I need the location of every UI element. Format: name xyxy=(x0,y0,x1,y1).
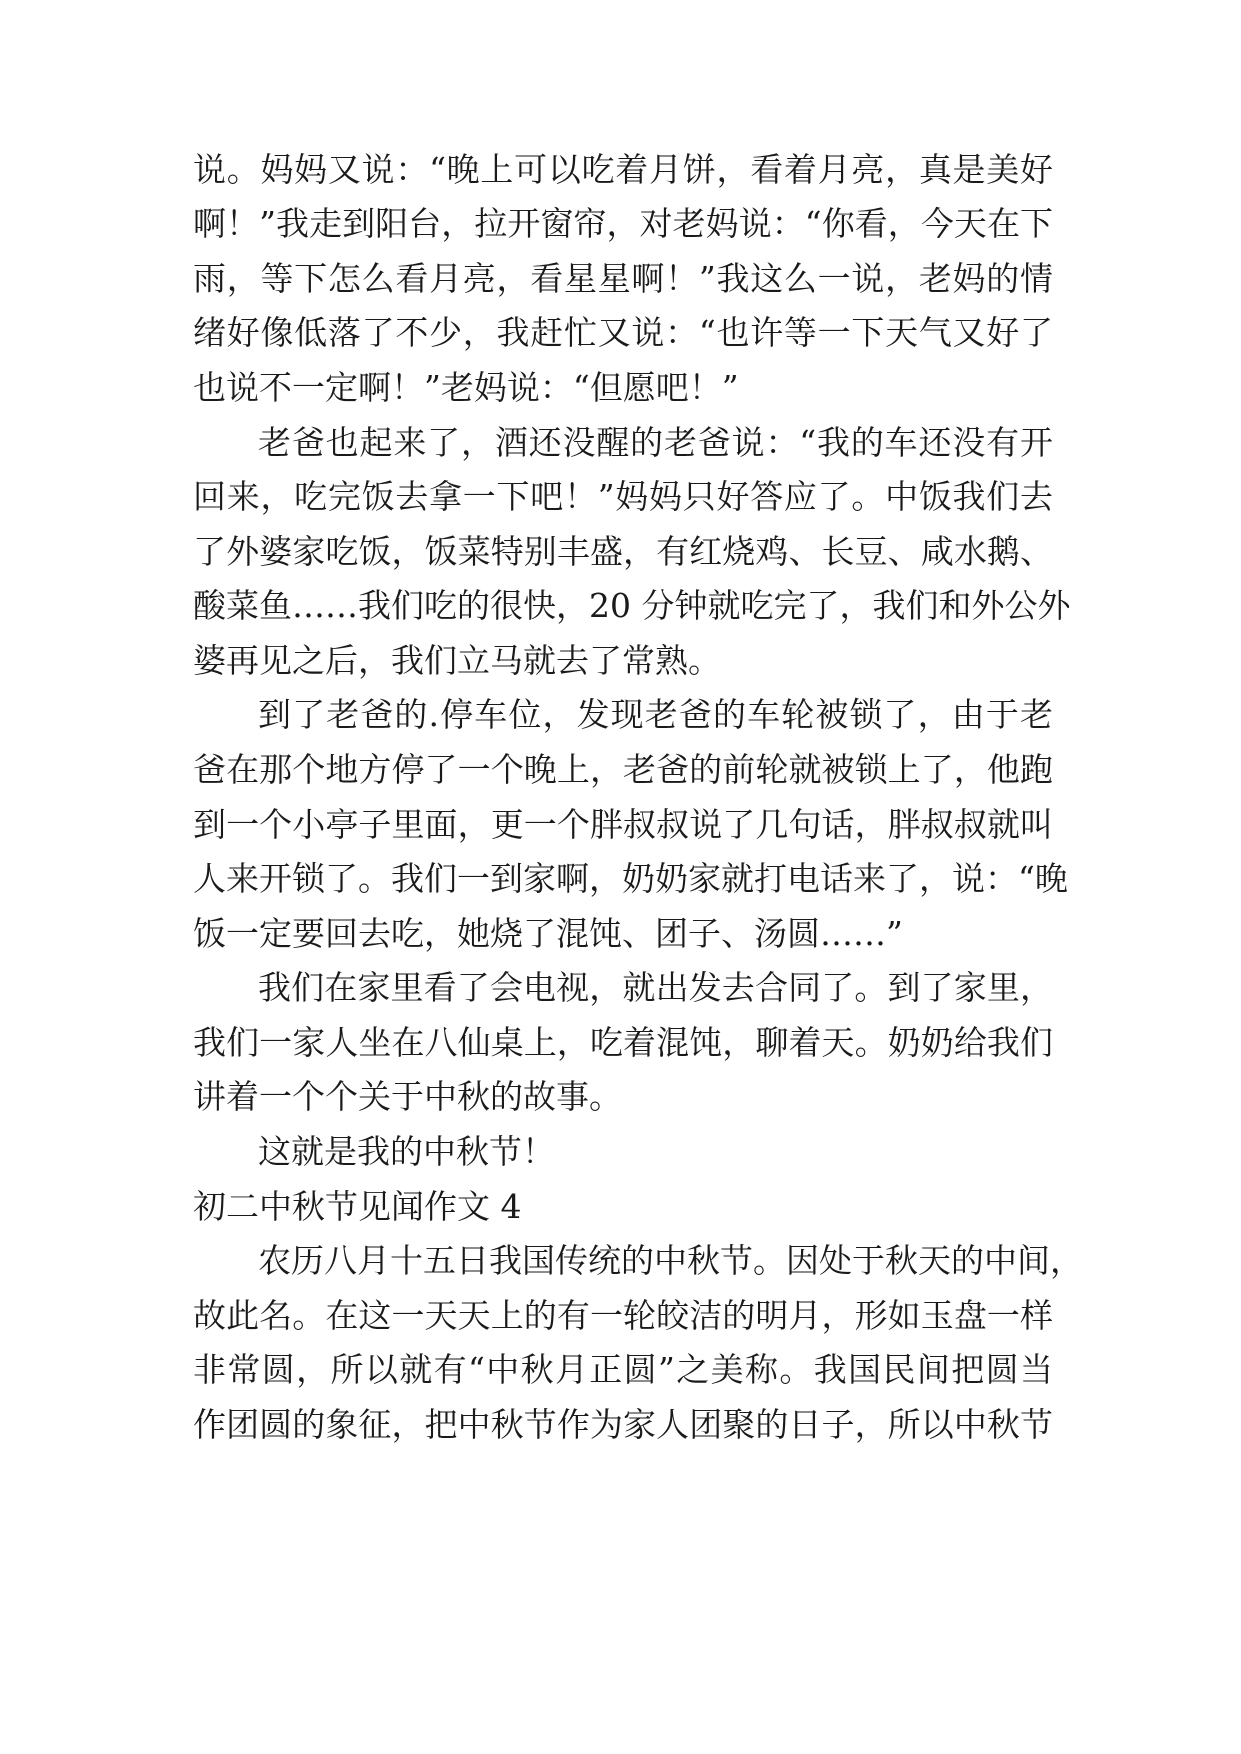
text-line: 说。妈妈又说：“晚上可以吃着月饼，看着月亮，真是美好 xyxy=(193,150,1053,189)
paragraph-first-line: 我们在家里看了会电视，就出发去合同了。到了家里， xyxy=(258,968,1053,1007)
paragraph-first-line: 老爸也起来了，酒还没醒的老爸说：“我的车还没有开 xyxy=(258,423,1053,462)
text-line: 饭一定要回去吃，她烧了混饨、团子、汤圆……” xyxy=(193,914,903,953)
text-line: 到一个小亭子里面，更一个胖叔叔说了几句话，胖叔叔就叫 xyxy=(193,805,1053,844)
text-line: 雨，等下怎么看月亮，看星星啊！”我这么一说，老妈的情 xyxy=(193,259,1053,298)
text-line: 了外婆家吃饭，饭菜特别丰盛，有红烧鸡、长豆、咸水鹅、 xyxy=(193,532,1053,571)
paragraph-first-line: 这就是我的中秋节！ xyxy=(258,1132,555,1171)
text-line: 婆再见之后，我们立马就去了常熟。 xyxy=(193,641,721,680)
text-line: 绪好像低落了不少，我赶忙又说：“也许等一下天气又好了 xyxy=(193,313,1053,352)
text-line: 故此名。在这一天天上的有一轮皎洁的明月，形如玉盘一样 xyxy=(193,1296,1053,1335)
text-line: 我们一家人坐在八仙桌上，吃着混饨，聊着天。奶奶给我们 xyxy=(193,1023,1053,1062)
text-line: 也说不一定啊！”老妈说：“但愿吧！” xyxy=(193,368,739,407)
text-line: 回来，吃完饭去拿一下吧！”妈妈只好答应了。中饭我们去 xyxy=(193,477,1053,516)
text-line: 啊！”我走到阳台，拉开窗帘，对老妈说：“你看，今天在下 xyxy=(193,204,1053,243)
text-line: 非常圆，所以就有“中秋月正圆”之美称。我国民间把圆当 xyxy=(193,1350,1053,1389)
text-line: 讲着一个个关于中秋的故事。 xyxy=(193,1077,622,1116)
text-line: 作团圆的象征，把中秋节作为家人团聚的日子，所以中秋节 xyxy=(193,1405,1053,1444)
paragraph-first-line: 农历八月十五日我国传统的中秋节。因处于秋天的中间， xyxy=(258,1241,1083,1280)
text-line: 酸菜鱼……我们吃的很快，20 分钟就吃完了，我们和外公外 xyxy=(193,586,1071,625)
text-line: 爸在那个地方停了一个晚上，老爸的前轮就被锁上了，他跑 xyxy=(193,750,1053,789)
section-heading: 初二中秋节见闻作文 4 xyxy=(193,1187,522,1226)
paragraph-first-line: 到了老爸的.停车位，发现老爸的车轮被锁了，由于老 xyxy=(258,695,1053,734)
text-line: 人来开锁了。我们一到家啊，奶奶家就打电话来了，说：“晚 xyxy=(193,859,1068,898)
